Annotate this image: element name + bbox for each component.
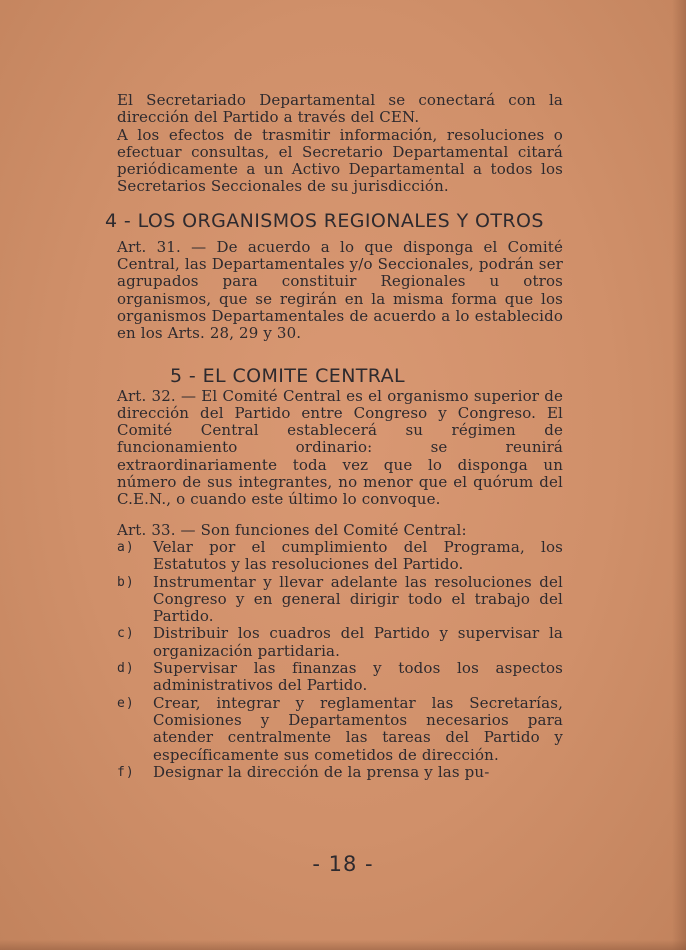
list-item-text: Crear, integrar y reglamentar las Secretarías, Comisiones y Departamentos necesarios para atender centralmente las tareas del Partido y específicamente sus cometidos de dirección.: [153, 693, 563, 764]
list-item: [117, 764, 563, 781]
list-marker: e): [117, 695, 135, 711]
section-4-heading: 4 - LOS ORGANISMOS REGIONALES Y OTROS: [105, 209, 544, 232]
article-31: Art. 31. — De acuerdo a lo que disponga el Comité Central, las Departamentales y/o Seccionales, podrán ser agrupados para constituir Regionales u otros organismos, que se regirán en la misma forma que los organismos Departamentales de acuerdo a lo establecido en los Arts. 28, 29 y 30.: [117, 237, 563, 343]
page-number: - 18 -: [312, 852, 374, 876]
article-33-list: [117, 539, 563, 781]
list-item-text: Velar por el cumplimiento del Programa, los Estatutos y las resoluciones del Partido.: [153, 537, 563, 574]
page-body: [105, 91, 563, 781]
article-33-intro: Art. 33. — Son funciones del Comité Central:: [117, 520, 467, 539]
list-item: [117, 574, 563, 626]
section-5-heading: 5 - EL COMITE CENTRAL: [170, 364, 406, 387]
list-marker: c): [117, 626, 135, 642]
list-item: [117, 625, 563, 660]
page-bottom-shadow: [0, 940, 686, 950]
list-item-text: Instrumentar y llevar adelante las resoluciones del Congreso y en general dirigir todo el trabajo del Partido.: [153, 572, 563, 626]
intro-paragraph-1: El Secretariado Departamental se conectará con la dirección del Partido a través del CEN.: [117, 91, 563, 127]
list-item: [117, 695, 563, 764]
list-item-text: Distribuir los cuadros del Partido y supervisar la organización partidaria.: [153, 624, 563, 660]
list-item-text: Designar la dirección de la prensa y las pu-: [153, 762, 490, 781]
list-item: [117, 660, 563, 695]
list-marker: d): [117, 661, 135, 677]
list-item: [117, 539, 563, 574]
list-item-text: Supervisar las finanzas y todos los aspectos administrativos del Partido.: [153, 659, 563, 695]
intro-paragraph-2: A los efectos de trasmitir información, resoluciones o efectuar consultas, el Secretario Departamental citará periódicamente a un Activo Departamental a todos los Secretarios Seccionales de su jurisdicción.: [117, 125, 563, 196]
list-marker: a): [117, 539, 135, 555]
page-edge-shadow: [672, 0, 686, 950]
article-32: Art. 32. — El Comité Central es el organismo superior de dirección del Partido entre Congreso y Congreso. El Comité Central establecerá su régimen de funcionamiento ordinario: se reunirá extraordinariamente toda vez que lo disponga un número de sus integrantes, no menor que el quórum del C.E.N., o cuando este último lo convoque.: [117, 386, 563, 509]
list-marker: f): [117, 764, 135, 780]
list-marker: b): [117, 574, 135, 590]
